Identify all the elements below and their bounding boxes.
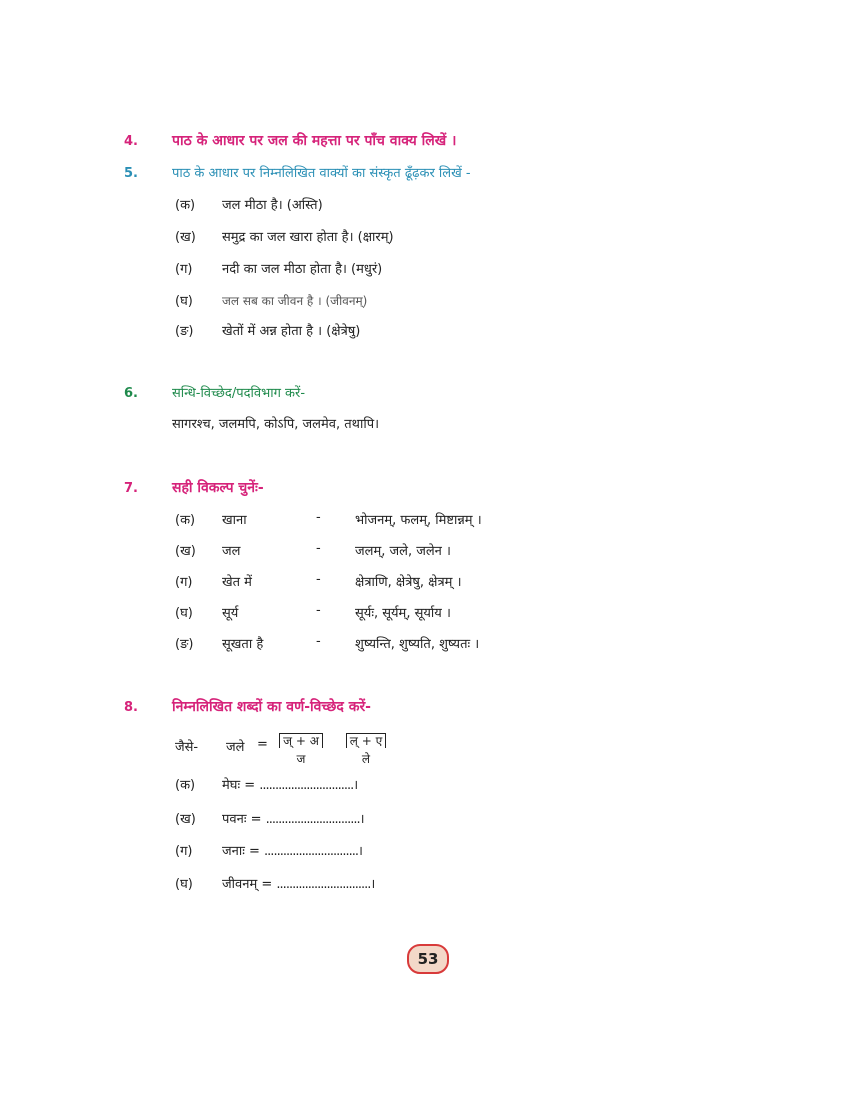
q5-text: पाठ के आधार पर निम्नलिखित वाक्यों का संस्कृत ढूँढ़कर लिखें - xyxy=(172,166,471,181)
q8-item-line xyxy=(222,841,363,859)
q5-number: 5. xyxy=(124,166,138,181)
q8-example-box: ज् + अ xyxy=(279,733,323,748)
q8-item-eq: = xyxy=(249,844,260,859)
q5-item-text: जल सब का जीवन है । (जीवनम्) xyxy=(222,294,368,308)
q8-example-eq: = xyxy=(257,737,268,752)
q7-item-label: (क) xyxy=(175,513,196,528)
q7-item-dash: - xyxy=(316,603,321,618)
q8-example-prefix: जैसे- xyxy=(175,740,199,755)
q5-item-text: जल मीठा है। (अस्ति) xyxy=(222,198,323,213)
q7-item-dash: - xyxy=(316,541,321,556)
q8-item-end: । xyxy=(353,778,359,793)
q8-example-split-1 xyxy=(272,730,330,766)
q8-item-line xyxy=(222,874,375,892)
q5-item-label: (क) xyxy=(175,198,196,213)
q8-item-label: (क) xyxy=(175,778,196,793)
q5-item-label: (घ) xyxy=(175,294,193,309)
q8-item-label: (ग) xyxy=(175,844,193,859)
q8-item-word: जीवनम् xyxy=(222,877,258,892)
q8-item-eq: = xyxy=(250,812,262,827)
q8-item-end: । xyxy=(370,877,376,892)
q8-item-blank[interactable]: .............................. xyxy=(264,844,359,859)
q8-item-blank[interactable]: .............................. xyxy=(276,877,371,892)
q8-item-eq: = xyxy=(244,778,256,793)
q7-item-dash: - xyxy=(316,634,321,649)
q7-item-word: सूखता है xyxy=(222,637,264,652)
q8-item-label: (ख) xyxy=(175,812,196,827)
q4-number: 4. xyxy=(124,134,138,149)
q8-item-line xyxy=(222,775,358,793)
q8-item-end: । xyxy=(358,844,363,859)
q4-text: पाठ के आधार पर जल की महत्ता पर पाँच वाक्य लिखें । xyxy=(172,133,457,149)
q7-item-options: सूर्यः, सूर्यम्, सूर्याय । xyxy=(355,606,451,621)
q8-item-blank[interactable]: .............................. xyxy=(259,778,354,793)
q7-item-dash: - xyxy=(316,572,321,587)
q8-item-end: । xyxy=(359,812,365,827)
q8-example-split-2 xyxy=(337,730,395,766)
q5-item-label: (ख) xyxy=(175,230,196,245)
q7-item-word: सूर्य xyxy=(222,606,239,621)
q7-item-options: क्षेत्राणि, क्षेत्रेषु, क्षेत्रम् । xyxy=(355,575,462,590)
q7-item-word: खाना xyxy=(222,513,247,528)
q7-item-label: (ख) xyxy=(175,544,196,559)
q6-words: सागरश्च, जलमपि, कोऽपि, जलमेव, तथापि। xyxy=(172,417,380,432)
q8-item-word: पवनः xyxy=(222,812,247,827)
q5-item-text: समुद्र का जल खारा होता है। (क्षारम्) xyxy=(222,230,394,245)
q5-item-text: खेतों में अन्न होता है । (क्षेत्रेषु) xyxy=(222,324,361,339)
q8-number: 8. xyxy=(124,700,138,715)
q8-example-box: ल् + ए xyxy=(346,733,386,748)
q7-item-options: भोजनम्, फलम्, मिष्टान्नम् । xyxy=(355,513,482,528)
q8-item-word: मेघः xyxy=(222,778,241,793)
q7-item-dash: - xyxy=(316,510,321,525)
q8-item-eq: = xyxy=(261,877,273,892)
q5-item-label: (ग) xyxy=(175,262,193,277)
q8-text: निम्नलिखित शब्दों का वर्ण-विच्छेद करें- xyxy=(172,699,371,715)
q8-item-blank[interactable]: .............................. xyxy=(265,812,360,827)
q7-text: सही विकल्प चुनेंः- xyxy=(172,480,264,496)
q8-example-word: जले xyxy=(226,740,245,755)
page-number: 53 xyxy=(407,944,449,974)
q5-item-label: (ङ) xyxy=(175,324,194,339)
q6-number: 6. xyxy=(124,386,138,401)
q7-item-label: (घ) xyxy=(175,606,193,621)
q7-number: 7. xyxy=(124,481,138,496)
q8-item-label: (घ) xyxy=(175,877,193,892)
q7-item-word: खेत में xyxy=(222,575,252,590)
q7-item-word: जल xyxy=(222,544,241,559)
q7-item-label: (ङ) xyxy=(175,637,194,652)
q8-item-word: जनाः xyxy=(222,844,245,859)
q7-item-options: जलम्, जले, जलेन । xyxy=(355,544,451,559)
q8-example-result: ज xyxy=(296,752,306,766)
q8-item-line xyxy=(222,809,365,827)
q5-item-text: नदी का जल मीठा होता है। (मधुरं) xyxy=(222,262,383,277)
q7-item-label: (ग) xyxy=(175,575,193,590)
q6-text: सन्धि-विच्छेद/पदविभाग करें- xyxy=(172,386,306,401)
q7-item-options: शुष्यन्ति, शुष्यति, शुष्यतः । xyxy=(355,637,480,652)
q8-example-result: ले xyxy=(361,752,371,766)
